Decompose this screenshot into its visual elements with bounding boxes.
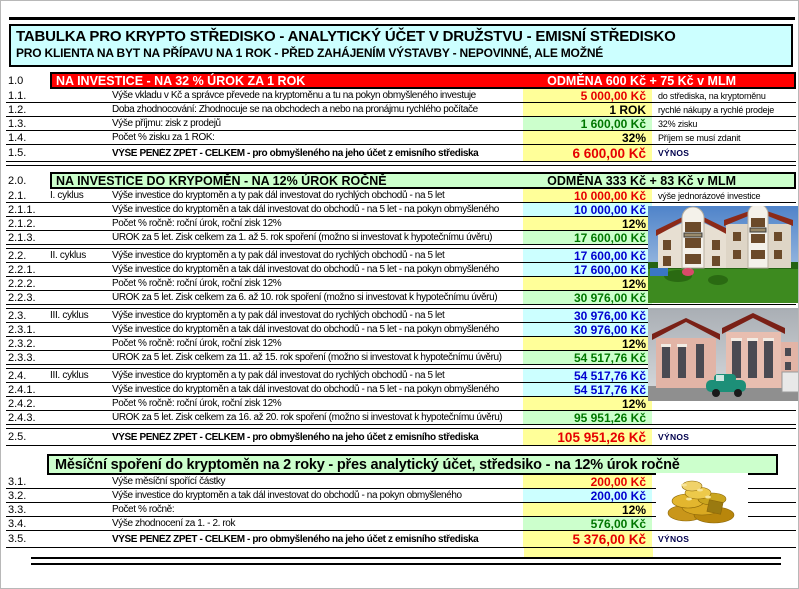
row-description: Výše příjmu: zisk z prodejů (112, 118, 221, 129)
note-cell: výše jednorázové investice (658, 190, 761, 201)
row-number: 2.3.1. (8, 323, 36, 336)
row-description: Výše investice do kryptoměn a tak dál investovat do obchodů - na 5 let - na pokyn obmyšleného (112, 204, 499, 215)
row-number: 1.0 (8, 74, 24, 87)
row-number: 2.2.3. (8, 291, 36, 304)
row-number: 2.0. (8, 174, 27, 187)
value-cell[interactable]: 5 000,00 Kč (523, 89, 652, 102)
row-description: Počet % ročně: roční úrok, roční zisk 12% (112, 278, 282, 289)
value-cell[interactable]: 12% (523, 503, 652, 516)
value-cell[interactable]: 12% (523, 277, 652, 290)
apartment-building-photo-1 (648, 206, 799, 303)
row-number: 2.2. (8, 249, 27, 262)
table-row (6, 531, 796, 548)
value-cell[interactable]: 54 517,76 Kč (523, 351, 652, 364)
row-description: Výše investice do kryptoměn a tak dál investovat do obchodů - na 5 let - na pokyn obmyšleného (112, 264, 499, 275)
note-cell: do střediska, na kryptoměnu (658, 90, 766, 101)
value-cell[interactable]: 200,00 Kč (523, 489, 652, 502)
row-description: Výše investice do kryptoměn a tak dál investovat do obchodů - na 5 let - na pokyn obmyšleného (112, 384, 499, 395)
row-number: 2.4.1. (8, 383, 36, 396)
bottom-double-line (31, 557, 781, 565)
row-description: Výše investice do kryptoměn a ty pak dál investovat do rychlých obchodů - na 5 let (112, 190, 445, 201)
value-cell[interactable]: 1 ROK (523, 103, 652, 116)
value-cell[interactable]: 105 951,26 Kč (523, 429, 652, 445)
row-number: 2.1.1. (8, 203, 36, 216)
section-reward: ODMĚNA 333 Kč + 83 Kč v MLM (547, 173, 736, 188)
table-row (6, 411, 796, 425)
section-1-header (6, 72, 796, 89)
value-cell[interactable]: 5 376,00 Kč (523, 531, 652, 547)
page-subtitle: PRO KLIENTA NA BYT NA PŘÍPAVU NA 1 ROK - PŘED ZAHÁJENÍM VÝSTAVBY - NEPOVINNÉ, ALE MOŽNÉ (16, 46, 604, 60)
value-cell[interactable]: 17 600,00 Kč (523, 263, 652, 276)
section-header-bar (50, 172, 796, 189)
row-description: VÝŠE PENĚZ ZPĚT - CELKEM - pro obmyšleného na jeho účet z emisního střediska (112, 431, 479, 443)
row-number: 1.2. (8, 103, 27, 116)
row-description: Výše investice do kryptoměn a tak dál investovat do obchodů - na 5 let - na pokyn obmyšleného (112, 324, 499, 335)
apartment-building-photo-2 (648, 308, 799, 401)
value-cell[interactable]: 12% (523, 337, 652, 350)
section-title: NA INVESTICE DO KRYPOMĚN - NA 12% ÚROK ROČNĚ (56, 173, 387, 188)
row-number: 2.1.3. (8, 231, 36, 244)
row-description: Výše měsíční spořící částky (112, 476, 226, 487)
row-description: Výše investice do kryptoměn a tak dál investovat do obchodů - na pokyn obmyšleného (112, 490, 462, 501)
row-number: 1.5. (8, 147, 27, 159)
value-cell[interactable]: 17 600,00 Kč (523, 231, 652, 244)
note-cell: 32% zisku (658, 118, 698, 129)
cycle-label: I. cyklus (50, 190, 84, 201)
table-row (6, 89, 796, 103)
value-cell[interactable]: 54 517,76 Kč (523, 369, 652, 382)
row-number: 2.4.3. (8, 411, 36, 424)
row-number: 2.2.1. (8, 263, 36, 276)
value-cell[interactable]: 54 517,76 Kč (523, 383, 652, 396)
value-cell[interactable]: 12% (523, 217, 652, 230)
row-number: 3.1. (8, 475, 27, 488)
row-number: 2.4.2. (8, 397, 36, 410)
table-row (6, 189, 796, 203)
row-description: VÝŠE PENĚZ ZPĚT - CELKEM - pro obmyšleného na jeho účet z emisního střediska (112, 147, 479, 159)
table-row (6, 117, 796, 131)
table-row (6, 131, 796, 145)
note-cell: VÝNOS (658, 148, 690, 158)
cycle-label: II. cyklus (50, 250, 86, 261)
row-number: 2.1.2. (8, 217, 36, 230)
note-cell: VÝNOS (658, 432, 690, 442)
spacer (6, 446, 796, 454)
row-description: ÚROK za 5 let. Zisk celkem za 6. až 10. rok spoření (možno si investovat k hypotečnímu úvěru) (112, 292, 498, 303)
row-description: Počet % ročně: roční úrok, roční zisk 12% (112, 398, 282, 409)
table-row (6, 145, 796, 162)
row-description: Výše investice do kryptoměn a ty pak dál investovat do rychlých obchodů - na 5 let (112, 250, 445, 261)
title-box (9, 24, 793, 67)
value-cell[interactable]: 30 976,00 Kč (523, 323, 652, 336)
section-3-header: Měsíční spoření do kryptoměn na 2 roky - přes analytický účet, středsiko - na 12% úrok ročně (47, 454, 778, 475)
empty-value-cell (524, 548, 653, 557)
row-description: Počet % ročně: roční úrok, roční zisk 12% (112, 218, 282, 229)
value-cell[interactable]: 30 976,00 Kč (523, 291, 652, 304)
section-2-header (6, 172, 796, 189)
cycle-label: III. cyklus (50, 370, 89, 381)
table-row (6, 103, 796, 117)
row-description: ÚROK za 5 let. Zisk celkem za 1. až 5. rok spoření (možno si investovat k hypotečnímu úvěru) (112, 232, 493, 243)
value-cell[interactable]: 10 000,00 Kč (523, 189, 652, 202)
row-number: 2.3.3. (8, 351, 36, 364)
row-number: 2.3.2. (8, 337, 36, 350)
value-cell[interactable]: 10 000,00 Kč (523, 203, 652, 216)
value-cell[interactable]: 32% (523, 131, 652, 144)
empty-tail-row (6, 548, 796, 557)
row-description: ÚROK za 5 let. Zisk celkem za 16. až 20. rok spoření (možno si investovat k hypotečnímu úvěru) (112, 412, 503, 423)
section-title: NA INVESTICE - NA 32 % ÚROK ZA 1 ROK (56, 73, 306, 88)
row-description: Počet % ročně: (112, 504, 175, 515)
value-cell[interactable]: 17 600,00 Kč (523, 249, 652, 262)
row-number: 2.3. (8, 309, 27, 322)
row-description: Počet % ročně: roční úrok, roční zisk 12% (112, 338, 282, 349)
note-cell: rychlé nákupy a rychlé prodeje (658, 104, 775, 115)
section-reward: ODMĚNA 600 Kč + 75 Kč v MLM (547, 73, 736, 88)
row-number: 2.5. (8, 431, 27, 443)
cycle-label: III. cyklus (50, 310, 89, 321)
value-cell[interactable]: 12% (523, 397, 652, 410)
row-description: Výše vkladu v Kč a správce převede na kryptoměnu a tu na pokyn obmyšleného investuje (112, 90, 476, 101)
value-cell[interactable]: 1 600,00 Kč (523, 117, 652, 130)
row-description: ÚROK za 5 let. Zisk celkem za 11. až 15. rok spoření (možno si investovat k hypotečnímu úvěru) (112, 352, 502, 363)
table-row (6, 429, 796, 446)
value-cell[interactable]: 576,00 Kč (523, 517, 652, 530)
row-description: VÝŠE PENĚZ ZPĚT - CELKEM - pro obmyšleného na jeho účet z emisního střediska (112, 533, 479, 545)
row-number: 3.3. (8, 503, 27, 516)
row-description: Výše zhodnocení za 1. - 2. rok (112, 518, 236, 529)
gold-coins-photo (656, 473, 748, 529)
spacer (6, 548, 524, 557)
row-number: 2.2.2. (8, 277, 36, 290)
row-number: 2.4. (8, 369, 27, 382)
note-cell: VÝNOS (658, 534, 690, 544)
section-header-bar (50, 72, 796, 89)
row-description: Počet % zisku za 1 ROK: (112, 132, 215, 143)
value-cell[interactable]: 200,00 Kč (523, 475, 652, 488)
row-number: 3.5. (8, 533, 27, 545)
value-cell[interactable]: 6 600,00 Kč (523, 145, 652, 161)
row-number: 3.2. (8, 489, 27, 502)
page-title: TABULKA PRO KRYPTO STŘEDISKO - ANALYTICKÝ ÚČET V DRUŽSTVU - EMISNÍ STŘEDISKO (16, 28, 676, 45)
top-border-bar (9, 17, 795, 20)
row-description: Výše investice do kryptoměn a ty pak dál investovat do rychlých obchodů - na 5 let (112, 370, 445, 381)
row-number: 2.1. (8, 189, 27, 202)
value-cell[interactable]: 95 951,26 Kč (523, 411, 652, 424)
value-cell[interactable]: 30 976,00 Kč (523, 309, 652, 322)
row-description: Výše investice do kryptoměn a ty pak dál investovat do rychlých obchodů - na 5 let (112, 310, 445, 321)
row-number: 1.3. (8, 117, 27, 130)
note-cell: Příjem se musí zdanit (658, 132, 741, 143)
row-number: 1.4. (8, 131, 27, 144)
row-number: 1.1. (8, 89, 27, 102)
row-description: Doba zhodnocování: Zhodnocuje se na obchodech a nebo na pronájmu rychlého počítače (112, 104, 478, 115)
row-number: 3.4. (8, 517, 27, 530)
